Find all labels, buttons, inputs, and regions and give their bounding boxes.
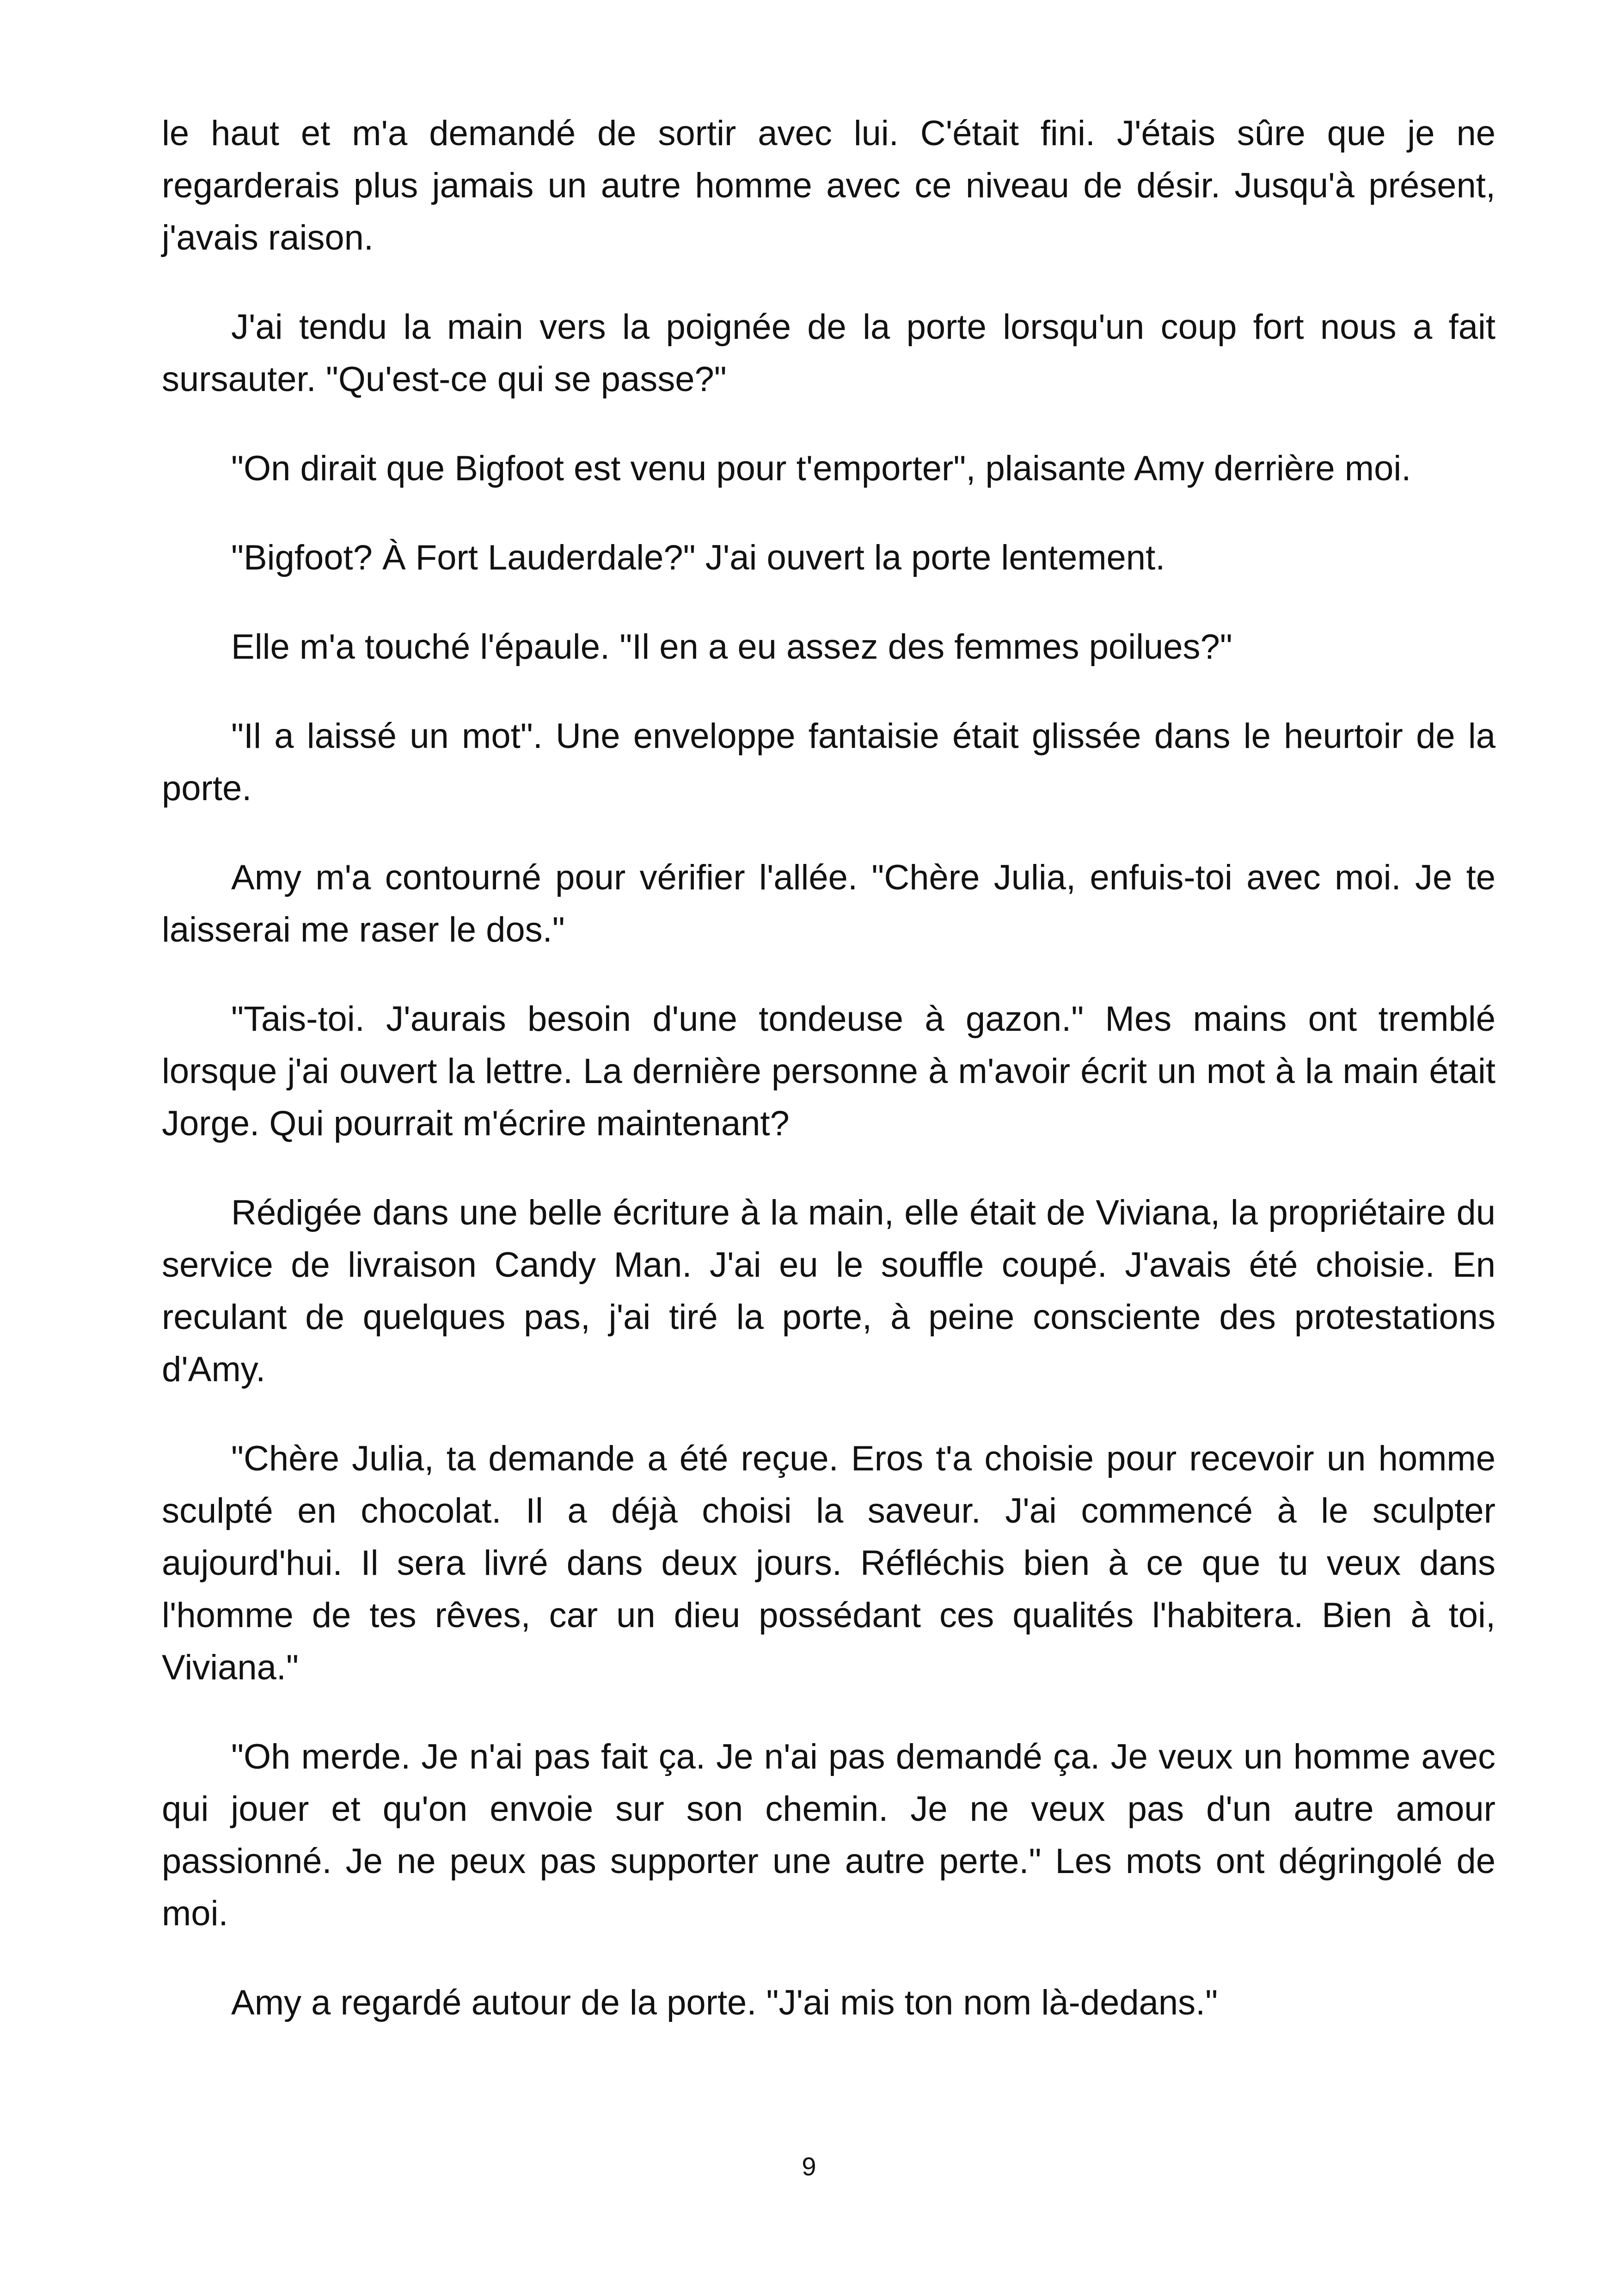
paragraph-3: "On dirait que Bigfoot est venu pour t'emporter", plaisante Amy derrière moi. bbox=[231, 449, 1411, 488]
paragraph-9: Rédigée dans une belle écriture à la main, elle était de Viviana, la propriétaire du service de livraison Candy Man. J'ai eu le souffle coupé. J'avais été choisie. En reculant de quelques pas, j'ai tiré la porte, à peine consciente des protestations d'Amy. bbox=[162, 1193, 1495, 1389]
paragraph-1: le haut et m'a demandé de sortir avec lui. C'était fini. J'étais sûre que je ne regarderais plus jamais un autre homme avec ce niveau de désir. Jusqu'à présent, j'avais raison. bbox=[162, 114, 1495, 257]
paragraph-4: "Bigfoot? À Fort Lauderdale?" J'ai ouvert la porte lentement. bbox=[231, 538, 1165, 577]
paragraph-8: "Tais-toi. J'aurais besoin d'une tondeuse à gazon." Mes mains ont tremblé lorsque j'ai ouvert la lettre. La dernière personne à m'avoir écrit un mot à la main était Jorge. Qui pourrait m'écrire maintenant? bbox=[162, 999, 1495, 1143]
paragraph-10: "Chère Julia, ta demande a été reçue. Eros t'a choisie pour recevoir un homme sculpté en chocolat. Il a déjà choisi la saveur. J'ai commencé à le sculpter aujourd'hui. Il sera livré dans deux jours. Réfléchis bien à ce que tu veux dans l'homme de tes rêves, car un dieu possédant ces qualités l'habitera. Bien à toi, Viviana." bbox=[162, 1439, 1495, 1687]
page-number: 9 bbox=[802, 2152, 816, 2181]
paragraph-2: J'ai tendu la main vers la poignée de la porte lorsqu'un coup fort nous a fait sursauter. "Qu'est-ce qui se passe?" bbox=[162, 307, 1495, 399]
paragraph-6: "Il a laissé un mot". Une enveloppe fantaisie était glissée dans le heurtoir de la porte. bbox=[162, 716, 1495, 808]
paragraph-5: Elle m'a touché l'épaule. "Il en a eu assez des femmes poilues?" bbox=[231, 627, 1232, 667]
paragraph-11: "Oh merde. Je n'ai pas fait ça. Je n'ai pas demandé ça. Je veux un homme avec qui jouer et qu'on envoie sur son chemin. Je ne veux pas d'un autre amour passionné. Je ne peux pas supporter une autre perte." Les mots ont dégringolé de moi. bbox=[162, 1737, 1495, 1933]
paragraph-7: Amy m'a contourné pour vérifier l'allée. "Chère Julia, enfuis-toi avec moi. Je te laisserai me raser le dos." bbox=[162, 858, 1495, 949]
paragraph-12: Amy a regardé autour de la porte. "J'ai mis ton nom là-dedans." bbox=[231, 1983, 1218, 2022]
body-text bbox=[162, 107, 1495, 2066]
